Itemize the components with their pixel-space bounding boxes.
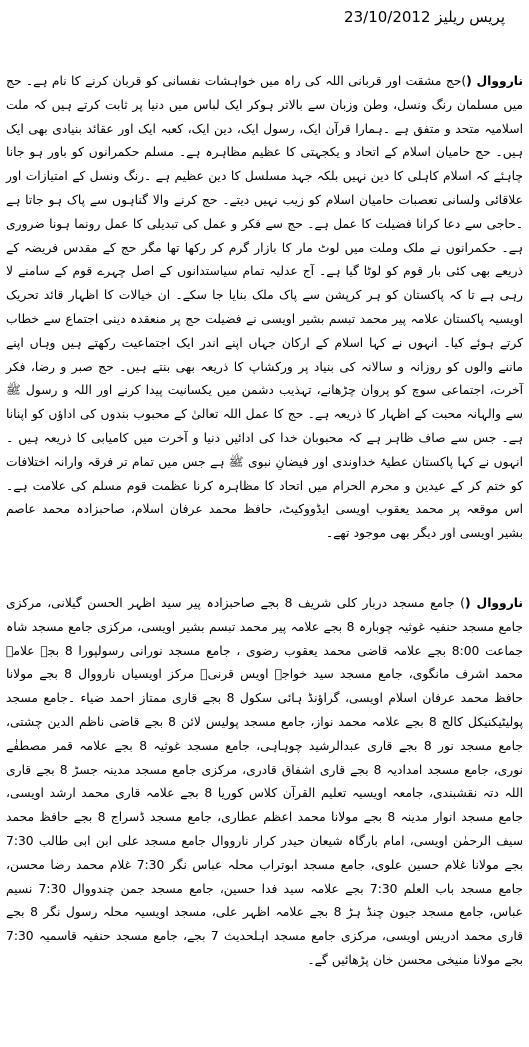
- prayer-schedule-paragraph: [6, 592, 523, 973]
- article-paragraph: [6, 70, 523, 546]
- press-release-header: پریس ریلیز 23/10/2012: [344, 8, 505, 26]
- article-location: نارووال (: [466, 74, 524, 88]
- article-body: )حج مشقت اور قربانی اللہ کی راہ میں خواہشات نفسانی کو قربان کرنے کا نام ہے۔ حج میں مسلمان رنگ ونسل، وطن وزبان سے بالاتر ہوکر ایک لباس میں دنیا پر ثابت کرتے ہیں کہ ملت اسلامیہ متحد و متفق ہے ۔ہمارا قرآن ایک، رسول ایک، دین ایک، کعبہ ایک اور عقائد بنیادی بھی ایک ہیں۔ حج حامیان اسلام کے اتحاد و یکجہتی کا عظیم مظاہرہ ہے۔ مسلم حکمرانوں کو باور ہو جانا چاہئے کہ اسلام کاہلی کا دین نہیں بلکہ جہد مسلسل کا دین عظیم ہے ۔رنگ ونسل کے امتیازات اور علاقائی ولسانی تعصبات حامیان اسلام کو زیب نہیں دیتے۔ حج کرنے والا گناہوں سے پاک ہو جاتا ہے ۔حاجی سے دعا کرانا فضیلت کا عمل ہے۔ حج سے فکر و عمل کی تبدیلی کا عمل رونما ہونا ضروری ہے۔ حکمرانوں نے ملک وملت میں لوٹ مار کا بازار گرم کر رکھا تھا مگر حج کے مقدس فریضہ کے ذریعے بھی کئی بار قوم کو لوٹا گیا ہے۔ آج عدلیہ تمام سیاستدانوں کے اصل چہرے قوم کے سامنے لا رہی ہے تا کہ پاکستان کو ہر کرپشن سے پاک ملک بنایا جا سکے۔ ان خیالات کا اظہار قائد تحریک اویسیہ پاکستان علامہ پیر محمد تبسم بشیر اویسی نے فضیلت حج پر منعقدہ دینی اجتماع سے خطاب کرتے ہوئے کیا۔ انہوں نے کہا اسلام کے ارکان جہاں اپنے اندر ایک اجتماعیت رکھتے ہیں وہاں اپنے ماننے والوں کو روزانہ و سالانہ کی بنیاد پر ورکشاپ کا ذریعہ بھی بنتے ہیں۔ حج صبر و رضا، فکر آخرت، اجتماعی سوچ کو پروان چڑھانے، تہذیب دشمن میں یکسانیت پیدا کرنے اور اللہ و رسول ﷺ سے والہانہ محبت کے اظہار کا ذریعہ ہے۔ حج کا عمل اللہ تعالیٰ کے محبوب بندوں کی اداؤں کو اپنانا ہے۔ جس سے صاف ظاہر ہے کہ محبوبان خدا کی ادائیں دنیا و آخرت میں کامیابی کا ذریعہ ہیں ۔انہوں نے کہا پاکستان عطیۂ خداوندی اور فیضانِ نبوی ﷺ ہے جس میں تمام تر فرقہ وارانہ اختلافات کو ختم کر کے عیدین و محرم الحرام میں اتحاد کا مظاہرہ کرنا عظمت قوم مسلم کی علامت ہے۔ اس موقعہ پر محمد یعقوب اویسی ایڈووکیٹ، حافظ محمد عرفان اسلام، صاحبزادہ محمد عاصم بشیر اویسی اور دیگر بھی موجود تھے۔: [6, 74, 523, 541]
- schedule-body: ) جامع مسجد دربار کلی شریف 8 بجے صاحبزادہ پیر سید اظہر الحسن گیلانی، مرکزی جامع مسجد حنفیہ غوثیہ چوبارہ 8 بجے علامہ پیر محمد تبسم بشیر اویسی، مرکزی جامع مسجد شاہ جماعت 8:00 بجے علامہ قاضی محمد یعقوب رضوی ، جامع مسجد نورانی رسولپورا 8 بجے علامہ محمد اشرف مانگوی، جامع مسجد سید خواجہ اویس قرنیؓ مرکز اویسیاں نارووال 8 بجے مولانا حافظ محمد عرفان اسلام اویسی، گراؤنڈ ہائی سکول 8 بجے قاری ممتاز احمد ضیاء ۔جامع مسجد پولیٹیکنیکل کالج 8 بجے علامہ محمد نواز، جامع مسجد پولیس لائن 8 بجے قاضی ناظم الدین چشتی، جامع مسجد نور 8 بجے قاری عبدالرشید چوہاہی، جامع مسجد غوثیہ 8 بجے علامہ قمر مصطفٰے نوری، جامع مسجد امدادیہ 8 بجے قاری اشفاق قادری، مرکزی جامع مسجد مدینہ جسڑ 8 بجے قاری اللہ دتہ نقشبندی، جامعہ اویسیہ تعلیم القرآن کلاس کوریا 8 بجے علامہ قاری محمد ارشد اویسی، جامع مسجد انوار مدینہ 8 بجے مولانا محمد اعظم عطاری، جامع مسجد ڈسراج 8 بجے حافظ محمد سیف الرحمٰن اویسی، امام بارگاہ شیعان حیدر کرار نارووال جامع مسجد علی ابن ابی طالب 7:30 بجے مولانا غلام حسین علوی، جامع مسجد ابوتراب محلہ عباس نگر 7:30 غلام محمد رضا محسن، جامع مسجد باب العلم 7:30 بجے علامہ سید فدا حسین، جامع مسجد جمن چندووال 7:30 نسیم عباس، جامع مسجد جیون چنڈ ہڑ 8 بجے علامہ اظہر علی، مسجد اویسیہ محلہ رسول نگر 8 بجے قاری محمد ادریس اویسی، مرکزی جامع مسجد اہلحدیث 7 بجے، جامع مسجد حنفیہ قاسمیہ 7:30 بجے مولانا منیخی محسن خان پڑھائیں گے۔: [6, 595, 524, 967]
- schedule-location: نارووال (: [464, 595, 524, 610]
